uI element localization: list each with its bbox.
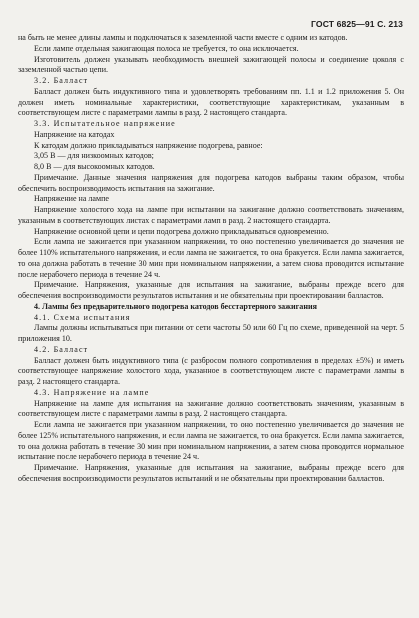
list-item-low-ohm: 3,05 В — для низкоомных катодов; [34, 151, 154, 161]
section-heading-3-3: 3.3. Испытательное напряжение [34, 119, 176, 128]
list-item-high-ohm: 8,0 В — для высокоомных катодов. [34, 162, 155, 171]
paragraph-lamp-voltage-values: Напряжение на лампе для испытания на зажигание должно соответствовать значениям, указанным в соответствующем листе с параметрами лампы в разд. 2 настоящего стандарта. [18, 398, 404, 419]
subheading-lamp-voltage: Напряжение на лампе [34, 194, 109, 204]
note-ignition-voltage-2: Примечание. Напряжения, указанные для испытания на зажигание, выбраны прежде всего для обеспечения воспроизводимости результатов испытаний и не обязательны при проектировании балластов. [18, 463, 404, 483]
paragraph-cathode-heating: К катодам должно прикладываться напряжение подогрева, равное: [34, 140, 263, 150]
paragraph-strip-excluded: Если лампе отдельная зажигающая полоса не требуется, то она исключается. [34, 43, 299, 53]
section-heading-3-2: 3.2. Балласт [34, 76, 89, 85]
section-heading-4-2: 4.2. Балласт [34, 344, 89, 354]
section-heading-4: 4. Лампы без предварительного подогрева катодов бесстартерного зажигания [34, 301, 317, 311]
paragraph-open-circuit: Напряжение холостого хода на лампе при испытании на зажигание должно соответствовать значениям, указанным в соответствующих листах с параметрами ламп в разд. 2 настоящего стандарта. [18, 205, 404, 225]
subheading-cathode-voltage: Напряжение на катодах [34, 129, 115, 139]
paragraph-ballast-inductive: Балласт должен быть индуктивного типа (с разбросом полного сопротивления в пределах ±5%) и иметь соответствующее напряжение холостого хода, указанное в соответствующем листе с параметрами лампы в разд. 2 настоящего стандарта. [18, 355, 404, 386]
document-body [18, 33, 404, 485]
paragraph-lamp-length: на быть не менее длины лампы и подключаться к заземленной части вместе с одним из катодов. [18, 33, 348, 42]
section-heading-4-1: 4.1. Схема испытания [34, 312, 131, 322]
paragraph-125-percent: Если лампа не зажигается при указанном напряжении, то оно постепенно увеличивается до значения не более 125% испытательного напряжения, и если лампа не зажигается, то она бракуется. Если лампа зажигается, то она должна работать в течение 30 мин при номинальном напряжении, а затем снова проводится нормальное испытание после нерабочего периода в течение 24 ч. [18, 420, 404, 462]
page-header: ГОСТ 6825—91 С. 213 [311, 19, 403, 29]
note-ignition-voltage-1: Примечание. Напряжения, указанные для испытания на зажигание, выбраны прежде всего для обеспечения воспроизводимости результатов испытания и не обязательны при проектировании балластов. [18, 280, 404, 300]
paragraph-manufacturer: Изготовитель должен указывать необходимость внешней зажигающей полосы и соединение цоколя с заземленной частью цепи. [18, 54, 404, 75]
section-heading-4-3: 4.3. Напряжение на лампе [34, 387, 150, 397]
paragraph-test-circuit: Лампы должны испытываться при питании от сети частоты 50 или 60 Гц по схеме, приведенной на черт. 5 приложения 10. [18, 323, 404, 343]
paragraph-110-percent: Если лампа не зажигается при указанном напряжении, то оно постепенно увеличивается до значения не более 110% испытательного напряжения, и если лампа не зажигается, то она бракуется. Если лампа зажигается, то она должна работать в течение 30 мин при номинальном напряжении, а затем снова проводится испытание после нерабочего периода в течение 24 ч. [18, 237, 404, 279]
paragraph-simultaneous: Напряжение основной цепи и цепи подогрева должно прикладываться одновременно. [34, 226, 329, 236]
paragraph-ballast: Балласт должен быть индуктивного типа и удовлетворять требованиям пп. 1.1 и 1.2 приложения 5. Он должен иметь номинальные характеристики, соответствующие характеристикам, указанным в соответствующем листе с параметрами лампы в разд. 2 настоящего стандарта. [18, 86, 404, 118]
note-cathode-voltage: Примечание. Данные значения напряжения для подогрева катодов выбраны таким образом, чтобы обеспечить воспроизводимость испытания на зажигание. [18, 172, 404, 193]
